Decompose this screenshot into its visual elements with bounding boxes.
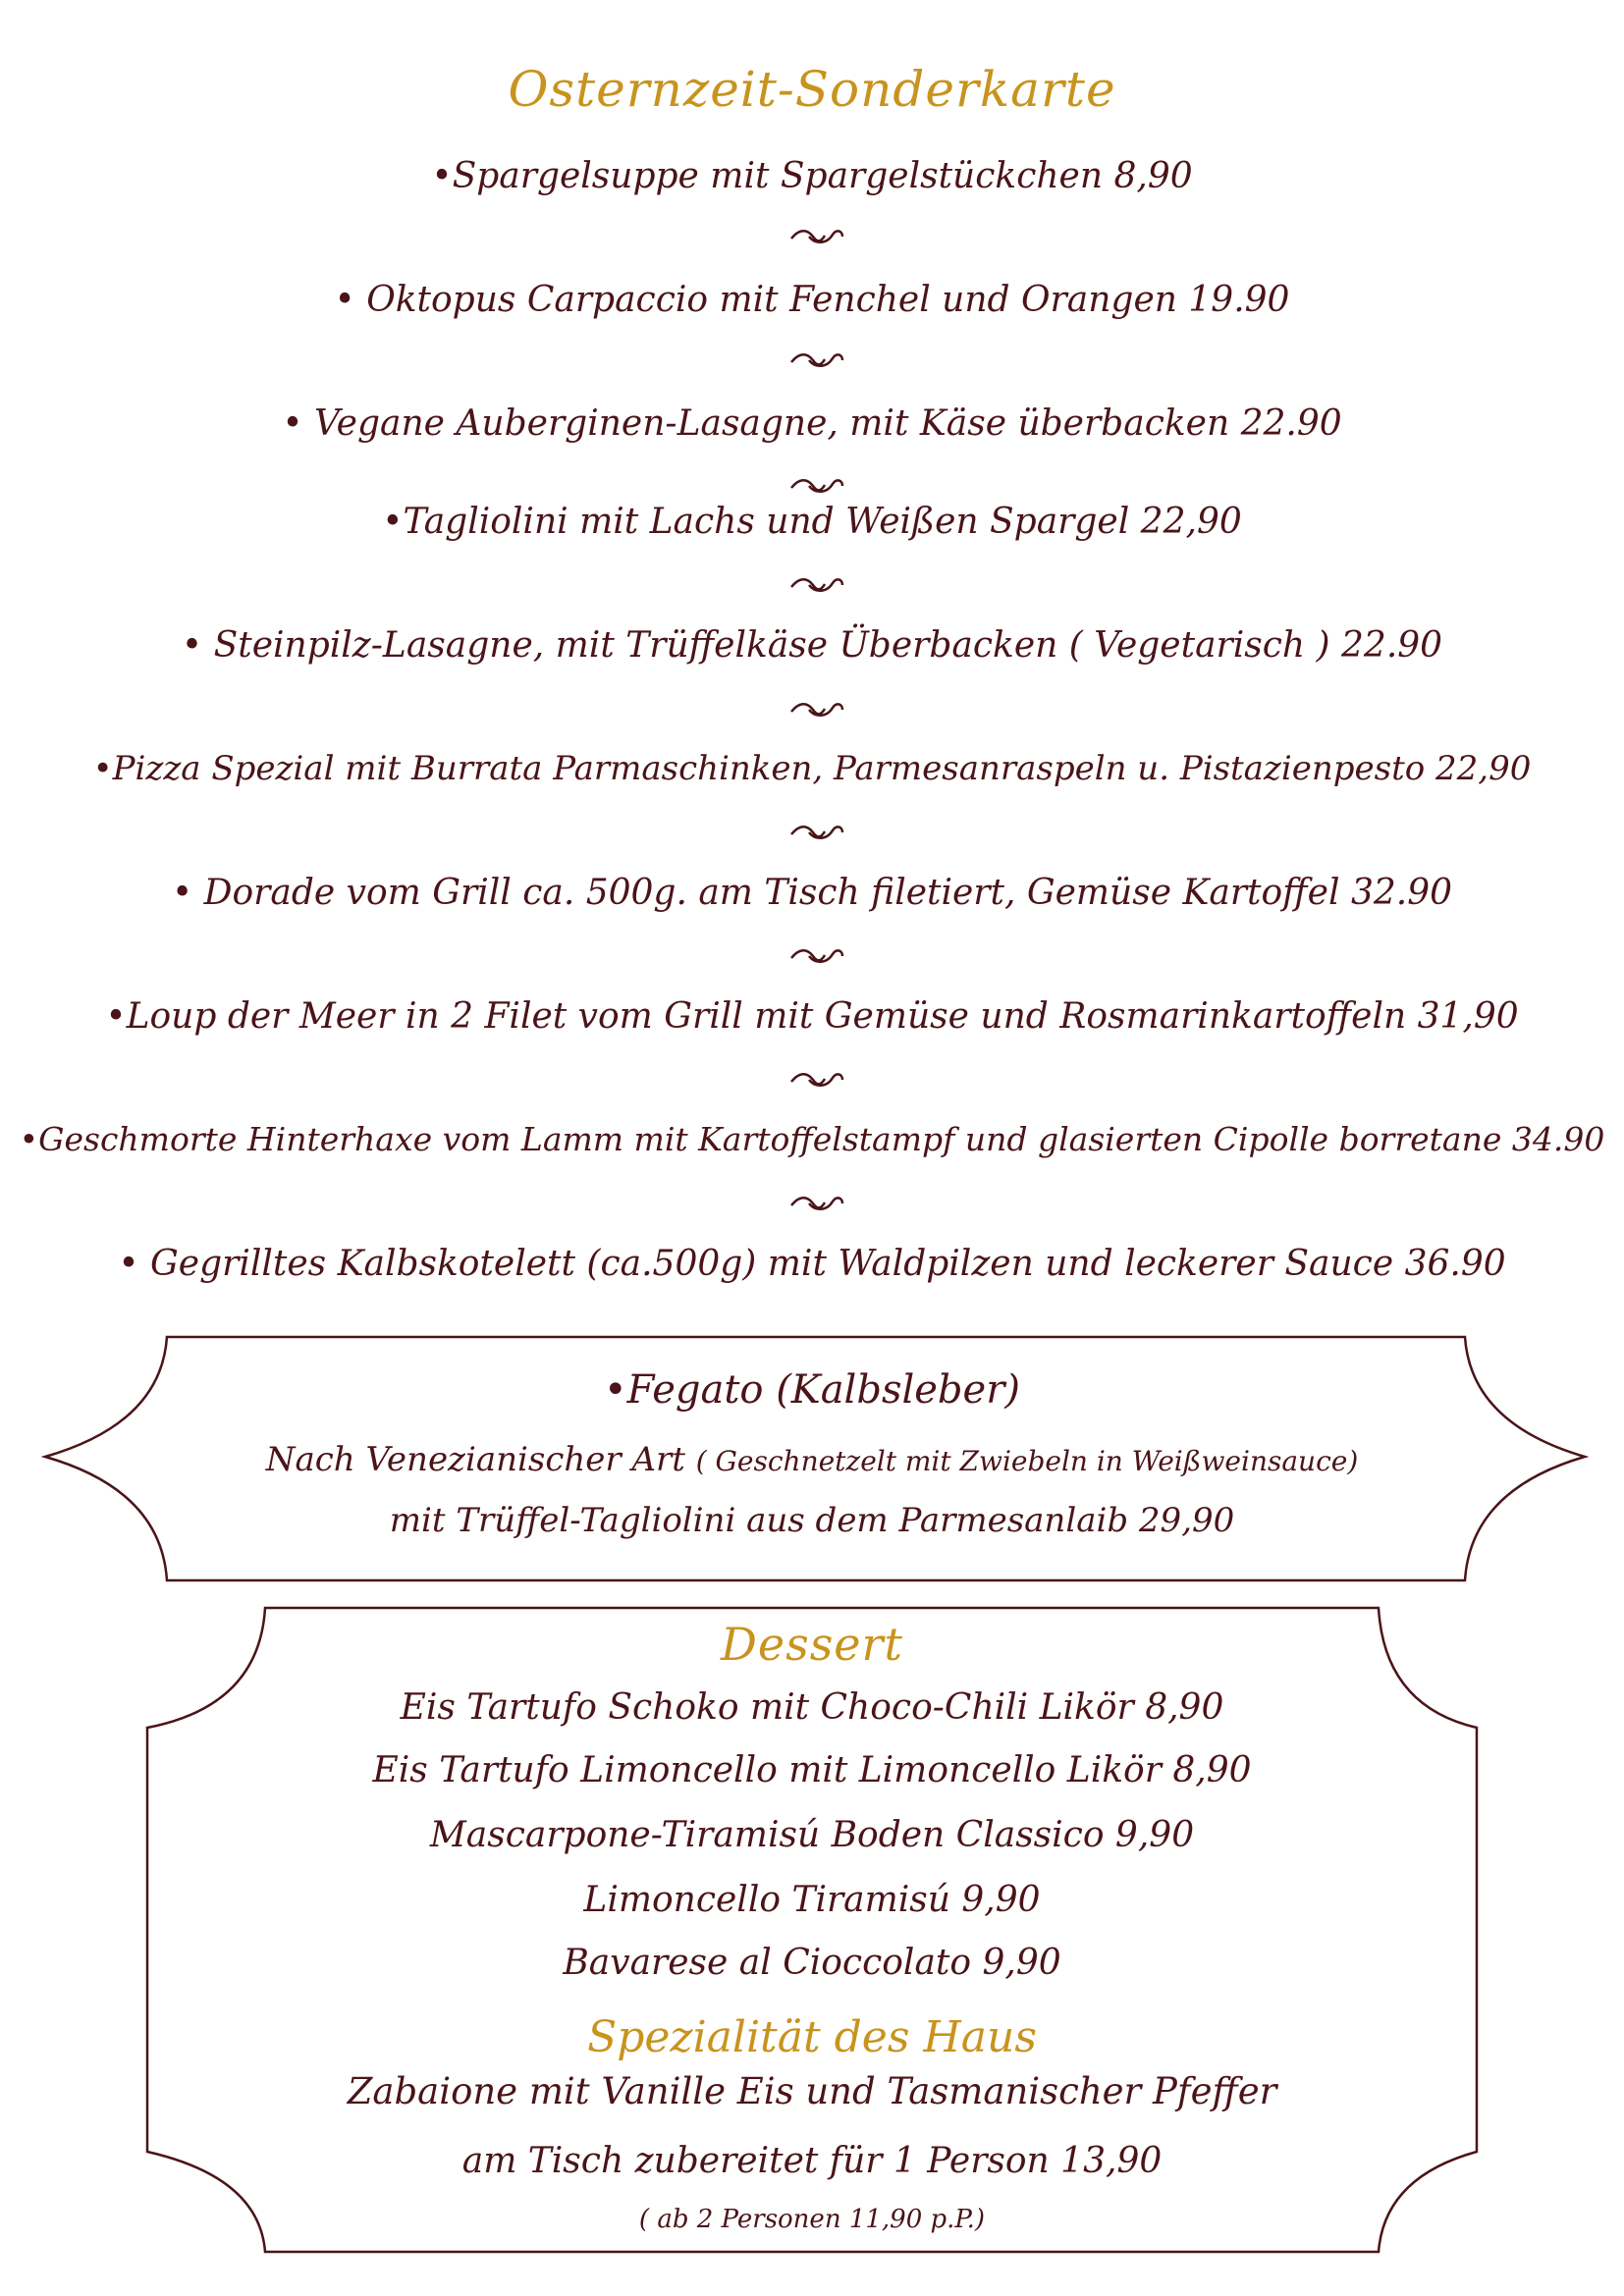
specialty-line-2: am Tisch zubereitet für 1 Person 13,90 [461, 2141, 1163, 2181]
dessert-item-5: Bavarese al Cioccolato 9,90 [563, 1943, 1061, 1983]
dessert-heading: Dessert [720, 1618, 903, 1671]
ornament-swirl-icon [787, 1068, 846, 1090]
ornament-swirl-icon [787, 1192, 846, 1213]
special-item-10: • Gegrilltes Kalbskotelett (ca.500g) mit Waldpilzen und leckerer Sauce 36.90 [118, 1244, 1506, 1284]
special-item-7: • Dorade vom Grill ca. 500g. am Tisch filetiert, Gemüse Kartoffel 32.90 [171, 873, 1453, 913]
special-item-2: • Oktopus Carpaccio mit Fenchel und Orangen 19.90 [334, 280, 1290, 320]
special-item-8: •Loup der Meer in 2 Filet vom Grill mit Gemüse und Rosmarinkartoffeln 31,90 [105, 996, 1519, 1037]
ornament-swirl-icon [787, 821, 846, 842]
dessert-item-2: Eis Tartufo Limoncello mit Limoncello Likör 8,90 [372, 1750, 1252, 1790]
ornament-swirl-icon [787, 573, 846, 595]
ornament-swirl-icon [787, 348, 846, 370]
special-item-5: • Steinpilz-Lasagne, mit Trüffelkäse Überbacken ( Vegetarisch ) 22.90 [181, 625, 1443, 666]
fegato-style: Nach Venezianischer Art [265, 1440, 696, 1479]
special-item-9: •Geschmorte Hinterhaxe vom Lamm mit Kartoffelstampf und glasierten Cipolle borretane 34.90 [19, 1120, 1605, 1158]
fegato-preparation: ( Geschnetzelt mit Zwiebeln in Weißweinsauce) [695, 1445, 1359, 1477]
fegato-side-and-price: mit Trüffel-Tagliolini aus dem Parmesanlaib 29,90 [389, 1501, 1235, 1540]
ornament-swirl-icon [787, 698, 846, 720]
specialty-note: ( ab 2 Personen 11,90 p.P.) [638, 2205, 986, 2234]
special-item-3: • Vegane Auberginen-Lasagne, mit Käse überbacken 22.90 [282, 403, 1342, 444]
fegato-description [0, 1440, 1624, 1479]
dessert-item-1: Eis Tartufo Schoko mit Choco-Chili Likör 8,90 [400, 1687, 1224, 1728]
fegato-title: •Fegato (Kalbsleber) [604, 1367, 1020, 1413]
ornament-swirl-icon [787, 225, 846, 246]
special-item-1: •Spargelsuppe mit Spargelstückchen 8,90 [431, 156, 1193, 196]
special-item-4: •Tagliolini mit Lachs und Weißen Spargel 22,90 [382, 502, 1242, 542]
ornament-swirl-icon [787, 944, 846, 966]
specialty-line-1: Zabaione mit Vanille Eis und Tasmanischer Pfeffer [347, 2070, 1277, 2112]
dessert-item-4: Limoncello Tiramisú 9,90 [583, 1880, 1041, 1920]
ornament-swirl-icon [787, 474, 846, 496]
special-item-6: •Pizza Spezial mit Burrata Parmaschinken, Parmesanraspeln u. Pistazienpesto 22,90 [92, 749, 1532, 788]
specialty-heading: Spezialität des Haus [587, 2012, 1037, 2062]
menu-title: Osternzeit-Sonderkarte [508, 61, 1116, 118]
dessert-item-3: Mascarpone-Tiramisú Boden Classico 9,90 [429, 1815, 1195, 1855]
